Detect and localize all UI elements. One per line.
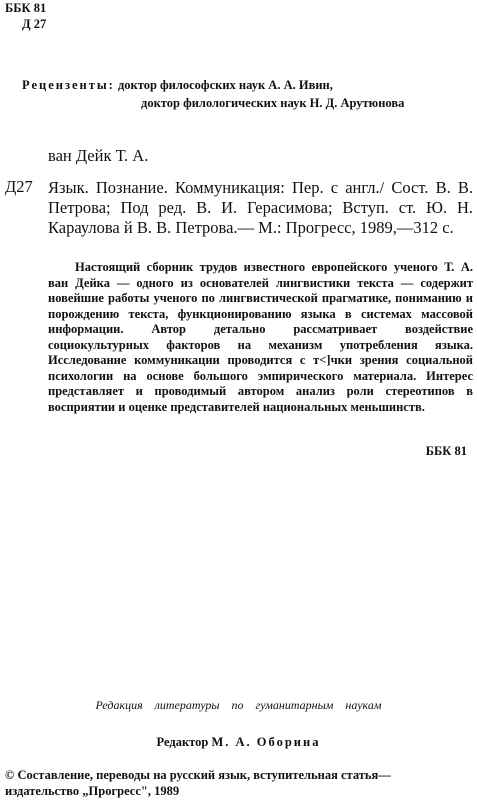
catalog-entry: Язык. Познание. Коммуникация: Пер. с англ./ Сост. В. В. Петрова; Под ред. В. И. Герасимова; Вступ. ст. Ю. Н. Караулова й В. В. Петрова.— М.: Прогресс, 1989,—312 с. — [48, 178, 473, 237]
reviewers-line-1 — [22, 76, 404, 94]
reviewer-1: доктор философских наук А. А. Ивин, — [117, 78, 333, 92]
editor-label: Редактор — [156, 735, 209, 749]
reviewer-2: доктор филологических наук Н. Д. Арутюнова — [141, 96, 405, 110]
copyright-line-1: © Составление, переводы на русский язык, вступительная статья— — [5, 768, 391, 782]
editor-name: М. А. Оборина — [211, 735, 321, 749]
reviewers-block — [22, 76, 404, 112]
catalog-code: Д27 — [5, 177, 33, 196]
bbk-classification-top: ББК 81 — [5, 1, 47, 15]
edition-line — [0, 698, 477, 712]
catalog-code-top: Д 27 — [22, 17, 47, 31]
copyright-line-2: издательство „Прогресс", 1989 — [5, 784, 180, 798]
author-heading: ван Дейк Т. А. — [48, 146, 149, 165]
editor-line — [0, 735, 477, 750]
reviewers-label: Рецензенты: — [22, 78, 115, 92]
edition-text: Редакция литературы по гуманитарным наукам — [95, 698, 382, 712]
bbk-classification-bottom: ББК 81 — [425, 444, 467, 458]
abstract-paragraph: Настоящий сборник трудов известного европейского ученого Т. А. ван Дейка — одного из основателей лингвистики текста — содержит новейшие работы ученого по лингвистической прагматике, пониманию и порождению текста, функционированию языка в системах массовой информации. Автор детально рассматривает воздействие социокультурных факторов на механизм употребления языка. Исследование коммуникации проводится с т<]чки зрения социальной психологии на основе большого эмпирического материала. Интерес представляет и проводимый автором анализ роли стереотипов в восприятии и оценке представителей национальных меньшинств. — [48, 260, 473, 414]
copyright-block — [5, 767, 473, 799]
